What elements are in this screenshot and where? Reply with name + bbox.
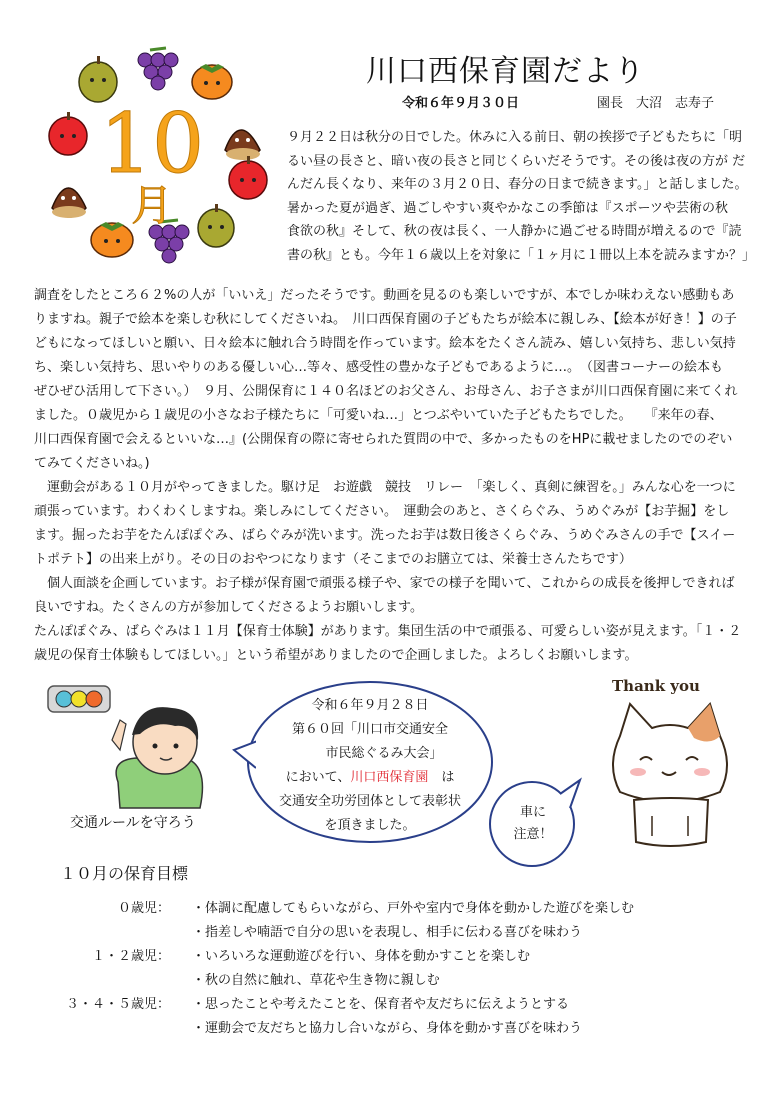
goal-row	[20, 897, 760, 917]
goal-row	[20, 945, 760, 965]
body-line: 個人面談を企画しています。お子様が保育園で頑張る様子や、家での様子を聞いて、これからの成長を後押しできれば	[34, 576, 735, 591]
award-line: 交通安全功労団体として表彰状	[278, 794, 461, 809]
goal-text: ・いろいろな運動遊びを行い、身体を動かすことを楽しむ	[192, 949, 531, 964]
fruit-wreath-illustration	[40, 40, 280, 280]
goal-age-label: ３・４・５歳児：	[65, 997, 170, 1012]
award-line	[254, 766, 486, 790]
month-kanji: 月	[130, 181, 174, 230]
body-line: ます。掘ったお芋をたんぽぽぐみ、ばらぐみが洗います。洗ったお芋は数日後さくらぐみ、うめぐみさんの手で【スイー	[34, 528, 736, 543]
goal-age-label: １・２歳児：	[91, 949, 170, 964]
goal-row	[20, 1017, 760, 1037]
persimmon-icon	[91, 222, 133, 257]
caution-line: 車に	[519, 805, 546, 820]
month-number: 10	[99, 97, 205, 192]
chestnut-icon	[225, 130, 260, 160]
boy-icon	[112, 707, 202, 808]
award-line: を頂きました。	[324, 818, 416, 833]
page-title: 川口西保育園だより	[366, 54, 645, 89]
traffic-light-icon	[48, 686, 110, 712]
body-line: ました。０歳児から１歳児の小さなお子様たちに「可愛いね…」とつぶやいていた子どもたちでした。 『来年の春、	[34, 408, 723, 423]
body-text	[34, 284, 756, 668]
intro-line: ９月２２日は秋分の日でした。休みに入る前日、朝の挨拶で子どもたちに「明	[287, 130, 743, 145]
award-line: 市民総ぐるみ大会」	[325, 746, 443, 761]
caution-text	[498, 802, 568, 846]
award-line: 令和６年９月２８日	[311, 698, 429, 713]
award-school-name: 川口西保育園	[350, 770, 429, 785]
goal-row	[20, 969, 760, 989]
body-line: りますね。親子で絵本を楽しむ秋にしてくださいね。 川口西保育園の子どもたちが絵本に親しみ、【絵本が好き！】の子	[34, 312, 737, 327]
pear-icon	[79, 56, 117, 102]
intro-line: 暑かった夏が過ぎ、過ごしやすい爽やかなこの季節は『スポーツや芸術の秋	[287, 200, 728, 216]
pear-icon	[198, 204, 234, 247]
principal-name: 園長 大沼 志寿子	[597, 96, 715, 111]
apple-icon	[229, 156, 267, 199]
goal-text: ・体調に配慮してもらいながら、戸外や室内で身体を動かした遊びを楽しむ	[192, 901, 635, 916]
issue-date: 令和６年９月３０日	[402, 96, 520, 111]
goal-text: ・運動会で友だちと協力し合いながら、身体を動かす喜びを味わう	[192, 1021, 583, 1036]
thank-you-label: Thank you	[612, 677, 700, 695]
goal-age-label: ０歳児：	[117, 901, 170, 916]
body-line: 歳児の保育士体験もしてほしい。」という希望がありましたので企画しました。よろしくお願いします。	[34, 648, 638, 663]
goal-text: ・指差しや喃語で自分の思いを表現し、相手に伝わる喜びを味わう	[192, 925, 583, 940]
intro-line: るい昼の長さと、暗い夜の長さと同じくらいだそうです。その後は夜の方が だ	[287, 153, 746, 169]
cat-illustration	[590, 696, 750, 856]
body-line: 良いですね。たくさんの方が参加してくださるようお願いします。	[34, 600, 423, 615]
intro-line: 食欲の秋』そして、秋の夜は長く、一人静かに過ごせる時間が増えるので『読	[287, 224, 742, 239]
goals-list	[20, 897, 760, 1047]
award-text	[254, 694, 486, 838]
goal-text: ・秋の自然に触れ、草花や生き物に親しむ	[192, 973, 440, 988]
persimmon-icon	[192, 64, 232, 99]
intro-line: んだん長くなり、来年の３月２０日、春分の日まで続きます。」と話しました。	[287, 177, 748, 192]
award-line: 第６０回「川口市交通安全	[291, 722, 448, 737]
goals-title: １０月の保育目標	[60, 864, 189, 883]
body-line: ち、楽しい気持ち、思いやりのある優しい心…等々、感受性の豊かな子どもであるように…。 （図書コーナーの絵本も	[34, 360, 724, 375]
body-line: 運動会がある１０月がやってきました。駆け足 お遊戯 競技 リレー 「楽しく、真剣に練習を。」みんな心を一つに	[34, 480, 736, 495]
body-line: 川口西保育園で会えるといいな…』(公開保育の際に寄せられた質問の中で、多かったものをHPに載せましたのでのぞい	[34, 432, 733, 447]
body-line: たんぽぽぐみ、ばらぐみは１１月【保育士体験】があります。集団生活の中で頑張る、可愛らしい姿が見えます。「１・２	[34, 624, 742, 639]
intro-paragraph	[287, 126, 755, 267]
award-line-pre: において、	[285, 770, 351, 785]
goal-row	[20, 921, 760, 941]
goal-row	[20, 993, 760, 1013]
body-line: ぜひぜひ活用して下さい。） ９月、公開保育に１４０名ほどのお父さん、お母さん、お子さまが川口西保育園に来てくれ	[34, 384, 738, 399]
caution-line: 注意！	[513, 827, 553, 842]
cat-icon	[613, 704, 727, 846]
body-line: トポテト】の出来上がり。その日のおやつになります（そこまでのお膳立ては、栄養士さんたちです）	[34, 552, 632, 567]
grape-icon	[138, 48, 178, 90]
body-line: 頑張っています。わくわくしますね。楽しみにしてください。 運動会のあと、さくらぐみ、うめぐみが【お芋掘】をし	[34, 504, 730, 519]
award-line-post: は	[428, 770, 455, 785]
intro-line: 書の秋』とも。今年１６歳以上を対象に「１ヶ月に１冊以上本を読みますか？」	[287, 247, 756, 263]
illustration-caption: 交通ルールを守ろう	[70, 815, 196, 831]
apple-icon	[49, 112, 87, 155]
traffic-safety-illustration	[40, 680, 240, 830]
body-line: どもになってほしいと願い、日々絵本に触れ合う時間を作っています。絵本をたくさん読み、嬉しい気持ち、悲しい気持	[34, 336, 736, 351]
body-line: てみてくださいね。)	[34, 456, 150, 471]
chestnut-icon	[52, 188, 86, 218]
goal-text: ・思ったことや考えたことを、保育者や友だちに伝えようとする	[192, 997, 570, 1012]
body-line: 調査をしたところ６２%の人が「いいえ」だったそうです。動画を見るのも楽しいですが、本でしか味わえない感動もあ	[34, 288, 735, 303]
